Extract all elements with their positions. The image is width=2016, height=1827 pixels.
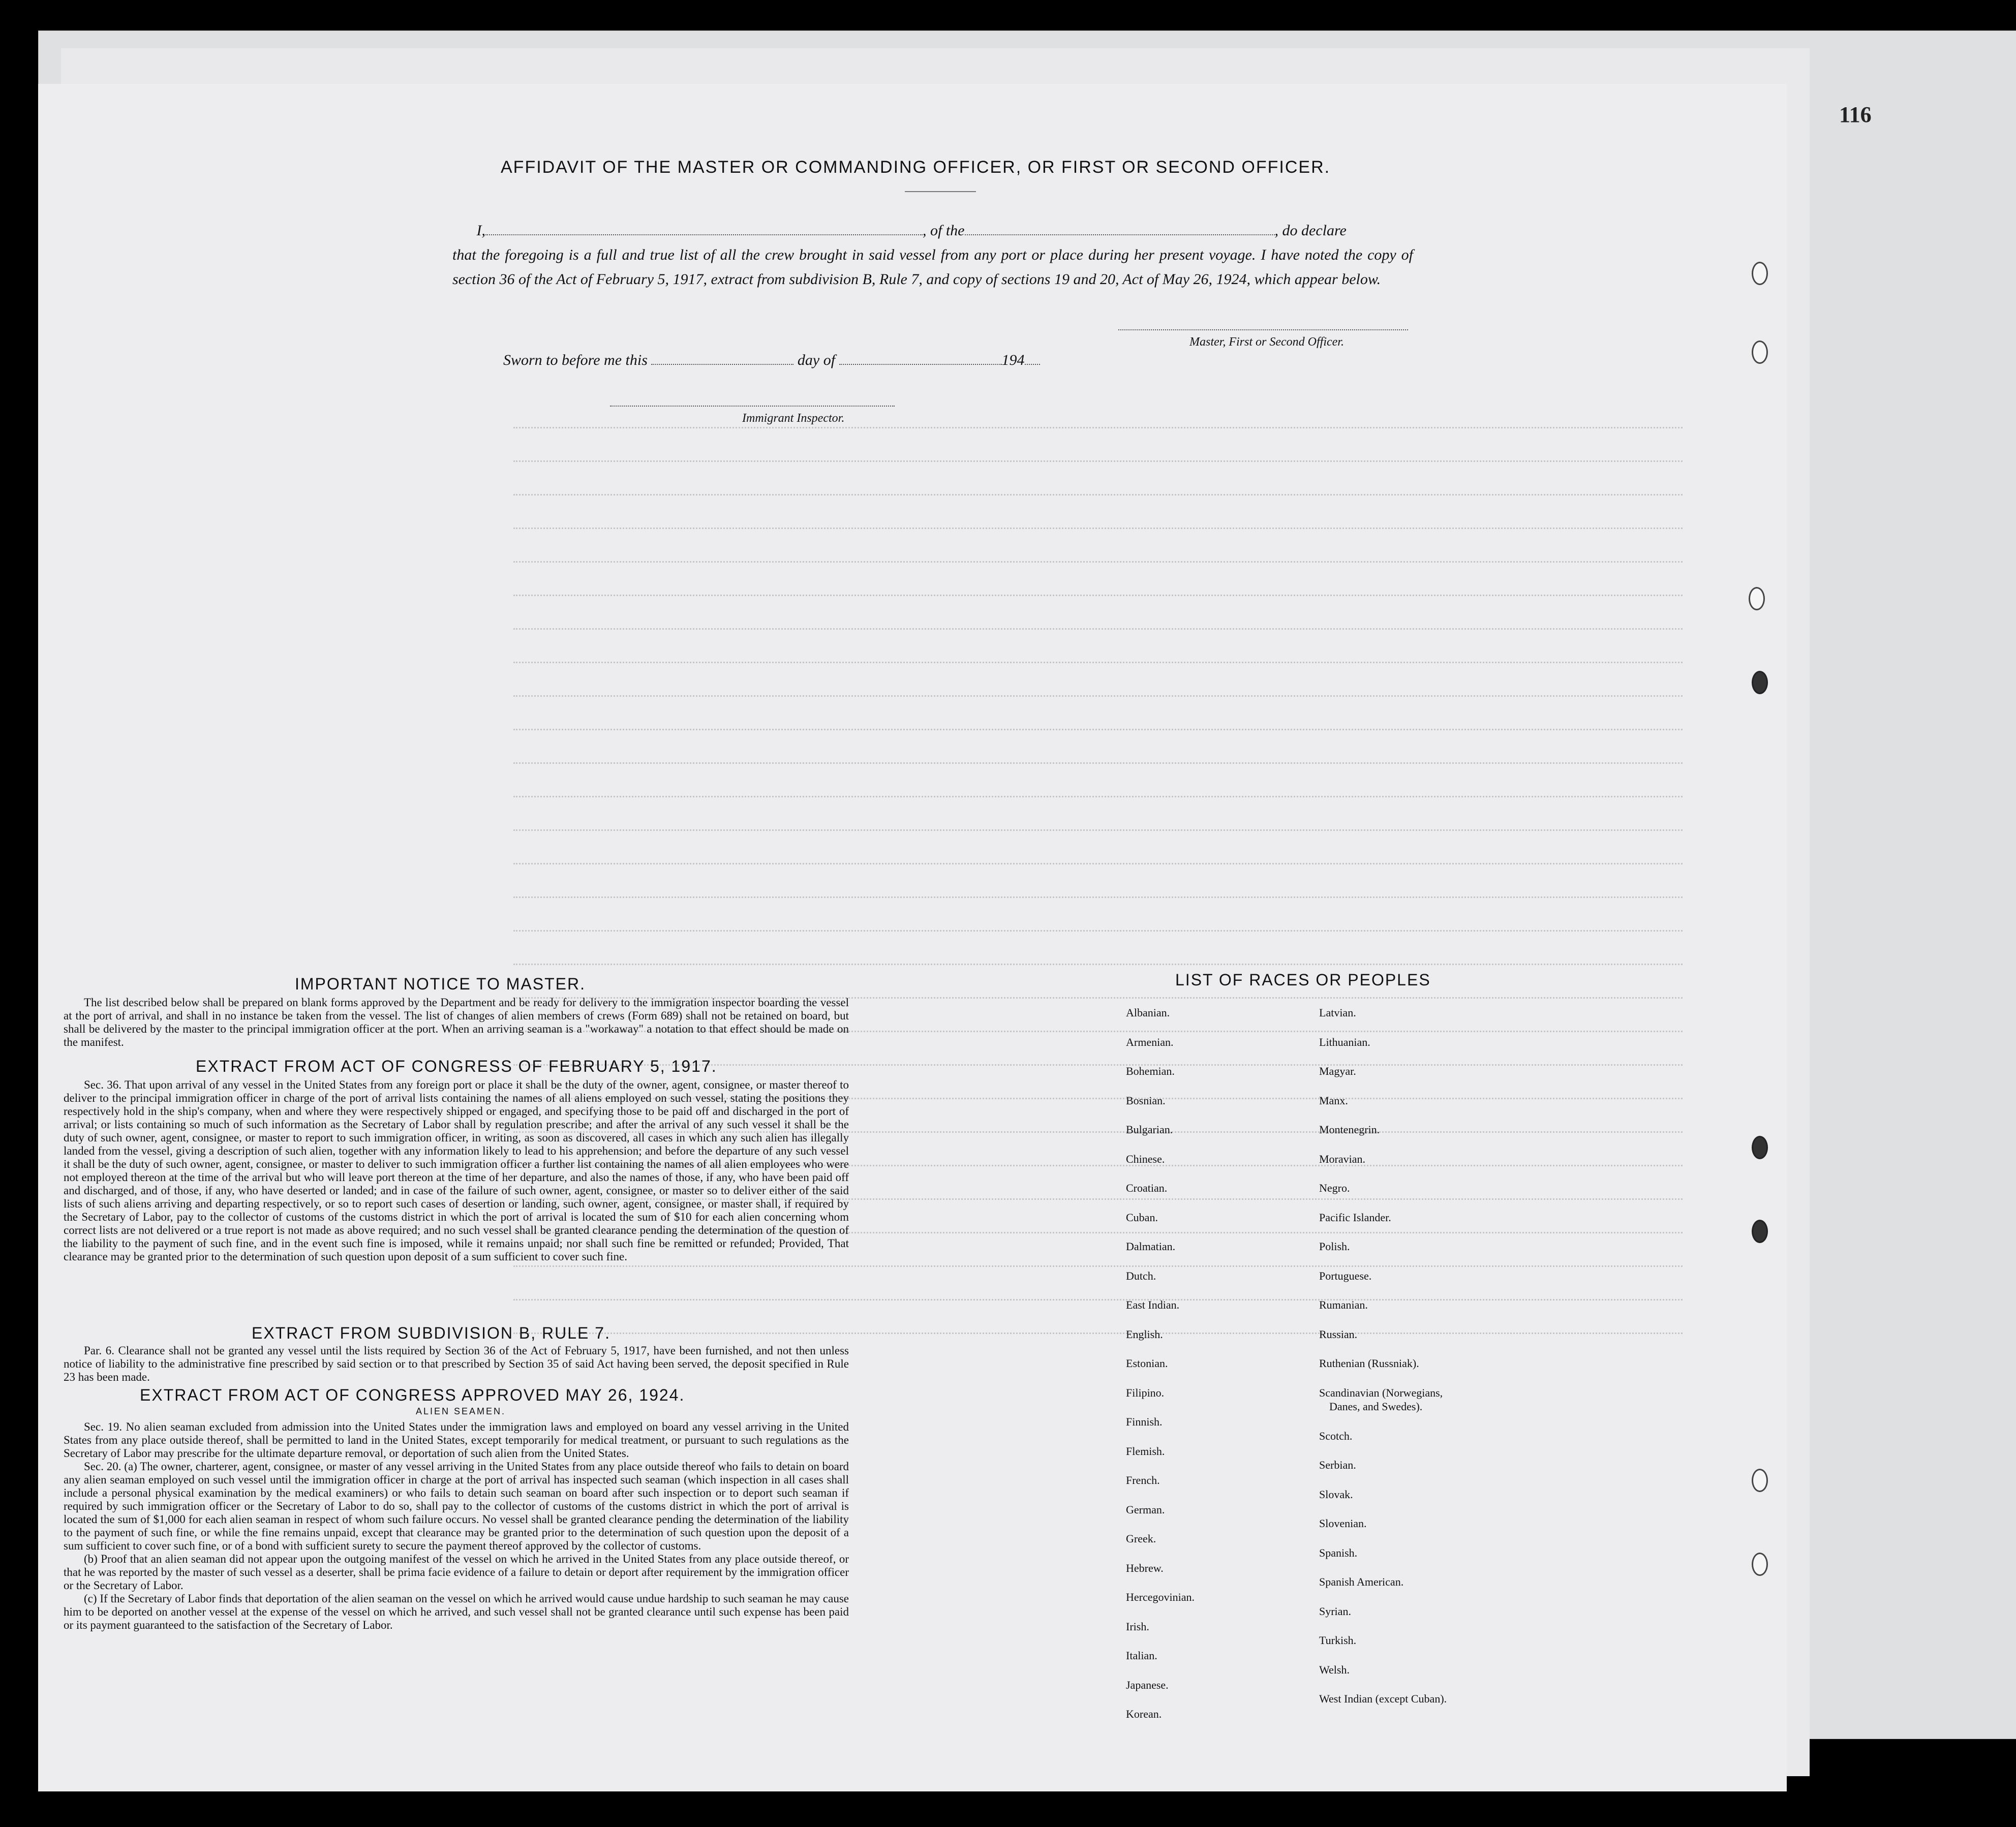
race-item: Korean. <box>1126 1708 1162 1720</box>
race-item: Greek. <box>1126 1532 1156 1545</box>
race-item: Hebrew. <box>1126 1561 1164 1574</box>
bleed-through-row <box>513 729 1683 732</box>
bleed-through-row <box>513 930 1683 934</box>
race-item: Turkish. <box>1319 1634 1357 1647</box>
bleed-through-row <box>513 628 1683 632</box>
bleed-through-row <box>513 460 1683 464</box>
bleed-through-row <box>513 1265 1683 1269</box>
race-item: Filipino. <box>1126 1386 1165 1399</box>
sec20c: (c) If the Secretary of Labor finds that deportation of the alien seaman on the vessel on which he arrived would cause undue hardship to such seaman he may cause him to be deported on another vessel at the expense of the vessel on which he arrived, and such vessel shall not be granted clearance until such expense has been paid or its payment guaranteed to the satisfaction of the Secretary of Labor. <box>64 1592 849 1631</box>
race-item: Estonian. <box>1126 1357 1168 1370</box>
binder-hole <box>1749 587 1765 610</box>
page-number: 116 <box>1839 102 1872 127</box>
bleed-through-row <box>513 829 1683 833</box>
binder-hole <box>1752 1136 1768 1159</box>
race-item: Scandinavian (Norwegians, <box>1319 1386 1443 1399</box>
binder-hole <box>1752 1220 1768 1243</box>
declaration-of-the: , of the <box>923 222 965 239</box>
race-item: Negro. <box>1319 1182 1350 1194</box>
race-item: Scotch. <box>1319 1429 1353 1442</box>
extract3-subtitle: ALIEN SEAMEN. <box>416 1406 506 1416</box>
race-item: Serbian. <box>1319 1459 1356 1471</box>
extract1-title: EXTRACT FROM ACT OF CONGRESS OF FEBRUARY 5, 1917. <box>196 1057 717 1075</box>
race-item: Pacific Islander. <box>1319 1211 1391 1224</box>
race-item: Slovenian. <box>1319 1517 1367 1530</box>
bleed-through-row <box>513 1299 1683 1303</box>
inspector-signature-line[interactable] <box>610 406 895 407</box>
bleed-through-row <box>513 863 1683 866</box>
notice-title: IMPORTANT NOTICE TO MASTER. <box>295 975 586 993</box>
race-item: French. <box>1126 1474 1160 1487</box>
extract1-body: Sec. 36. That upon arrival of any vessel in the United States from any foreign port or place it shall be the duty of the owner, agent, consignee, or master thereof to deliver to the principal immigration officer in charge of the port of arrival lists containing the names of all aliens employed on such vessel, stating the positions they respectively hold in the ship's company, when and where they were respectively shipped or engaged, and specifying those to be paid off and discharged in the port of arrival; or lists containing so much of such information as the Secretary of Labor shall by regulation prescribe; and after the arrival of any such vessel it shall be the duty of such owner, agent, consignee, or master to report to such immigration officer, in writing, as soon as discovered, all cases in which any such alien has illegally landed from the vessel, giving a description of such alien, together with any information likely to lead to his apprehension; and before the departure of any such vessel it shall be the duty of such owner, agent, consignee, or master to deliver to such immigration officer a further list containing the names of all alien employees who were not employed thereon at the time of the arrival but who will leave port thereon at the time of her departure, and also the names of those, if any, who have been paid off and discharged, and of those, if any, who have deserted or landed; and in case of the failure of such owner, agent, consignee, or master so to deliver either of the said lists of such aliens arriving and departing respectively, or so to report such cases of desertion or landing, such owner, agent, consignee, or master shall, if required by the Secretary of Labor, pay to the collector of customs of the customs district in which the port of arrival is located the sum of $10 for each alien concerning whom correct lists are not delivered or a true report is not made as above required; and no such vessel shall be granted clearance pending the determination of the question of the liability to the payment of such fine, and in the event such fine is imposed, while it remains unpaid; nor shall such fine be remitted or refunded; Provided, That clearance may be granted prior to the determination of such question upon deposit of a sum sufficient to cover such fine. <box>64 1078 849 1263</box>
declaration-do-declare: , do declare <box>1274 222 1347 239</box>
sworn-prefix: Sworn to before me this <box>503 352 648 368</box>
race-item: Bosnian. <box>1126 1094 1166 1107</box>
notice-body: The list described below shall be prepared on blank forms approved by the Department and be ready for delivery to the immigration inspector boarding the vessel at the port of arrival, and shall in no instance be taken from the vessel. The list of changes of alien members of crews (Form 689) shall not be retained on board, but shall be delivered by the master to the principal immigration officer at the port. When an arriving seaman is a "workaway" a notation to that effect should be made on the manifest. <box>64 996 849 1048</box>
bleed-through-row <box>513 494 1683 498</box>
bleed-through-row <box>513 796 1683 799</box>
signature-caption: Master, First or Second Officer. <box>1189 335 1344 349</box>
sworn-day-of: day of <box>797 352 836 368</box>
race-item: Italian. <box>1126 1649 1157 1662</box>
sec20a: Sec. 20. (a) The owner, charterer, agent, consignee, or master of any vessel arriving in the United States from any place outside thereof who fails to detain on board any alien seaman employed on such vessel until the immigration officer in charge at the port of arrival has inspected such seaman (which inspection in all cases shall include a personal physical examination by the medical examiners) or who fails to detain such seaman on board after such inspection or to deport such seaman if required by such immigration officer or the Secretary of Labor to do so, shall pay to the collector of customs of the customs district in which the port of arrival is located the sum of $1,000 for each alien seaman in respect of whom such failure occurs. No vessel shall be granted clearance pending the determination of the liability to the payment of such fine, or while the fine remains unpaid, except that clearance may be granted prior to the determination of such question upon the deposit of a sum sufficient to cover such fine, or of a bond with sufficient surety to secure the payment thereof approved by the collector of customs. <box>64 1460 849 1552</box>
sworn-statement <box>503 351 1040 369</box>
races-title: LIST OF RACES OR PEOPLES <box>1175 971 1431 989</box>
vessel-field[interactable] <box>965 234 1275 235</box>
sworn-day-field[interactable] <box>651 351 793 365</box>
affidavit-title: AFFIDAVIT OF THE MASTER OR COMMANDING OFFICER, OR FIRST OR SECOND OFFICER. <box>501 158 1331 177</box>
race-item: Lithuanian. <box>1319 1035 1370 1048</box>
race-item: Croatian. <box>1126 1182 1168 1194</box>
race-item: Manx. <box>1319 1094 1348 1107</box>
binder-hole <box>1752 1469 1768 1492</box>
race-item: Spanish. <box>1319 1546 1358 1559</box>
race-item: Welsh. <box>1319 1663 1350 1676</box>
race-item: Bulgarian. <box>1126 1123 1173 1136</box>
race-item: Hercegovinian. <box>1126 1591 1195 1603</box>
race-item: Moravian. <box>1319 1152 1366 1165</box>
race-item: Latvian. <box>1319 1006 1356 1019</box>
race-item: West Indian (except Cuban). <box>1319 1692 1447 1705</box>
binder-hole <box>1752 262 1768 285</box>
race-item: East Indian. <box>1126 1298 1180 1311</box>
race-item: Irish. <box>1126 1620 1149 1633</box>
extract2-title: EXTRACT FROM SUBDIVISION B, RULE 7. <box>252 1324 610 1342</box>
race-item: Cuban. <box>1126 1211 1158 1224</box>
race-item: Rumanian. <box>1319 1298 1368 1311</box>
race-item: Chinese. <box>1126 1152 1165 1165</box>
affidavit-declaration <box>452 219 1413 292</box>
race-item: English. <box>1126 1327 1163 1341</box>
bleed-through-row <box>513 695 1683 699</box>
binder-hole <box>1752 340 1768 364</box>
bleed-through-row <box>513 662 1683 665</box>
declaration-prefix: I, <box>476 222 485 239</box>
bleed-through-row <box>513 561 1683 565</box>
race-item: Portuguese. <box>1319 1269 1372 1282</box>
race-item: Armenian. <box>1126 1035 1174 1048</box>
bleed-through-row <box>513 762 1683 766</box>
race-item: German. <box>1126 1503 1165 1516</box>
race-item: Danes, and Swedes). <box>1329 1400 1423 1413</box>
race-item: Polish. <box>1319 1240 1350 1253</box>
extract3-body <box>64 1420 849 1632</box>
race-item: Spanish American. <box>1319 1575 1404 1588</box>
sworn-year-field[interactable] <box>1025 351 1040 365</box>
bleed-through-row <box>513 1333 1683 1336</box>
sworn-month-field[interactable] <box>839 351 1002 365</box>
race-item: Syrian. <box>1319 1604 1351 1618</box>
declaration-body: that the foregoing is a full and true list of all the crew brought in said vessel from any port or place during her present voyage. I have noted the copy of section 36 of the Act of February 5, 1917, extract from subdivision B, Rule 7, and copy of sections 19 and 20, Act of May 26, 1924, which appear below. <box>452 246 1413 288</box>
race-item: Montenegrin. <box>1319 1123 1380 1136</box>
binder-hole <box>1752 1553 1768 1576</box>
race-item: Dalmatian. <box>1126 1240 1176 1253</box>
race-item: Magyar. <box>1319 1065 1356 1077</box>
race-item: Finnish. <box>1126 1415 1163 1428</box>
sworn-year: 194 <box>1001 352 1025 368</box>
extract3-title: EXTRACT FROM ACT OF CONGRESS APPROVED MAY 26, 1924. <box>140 1386 685 1404</box>
title-divider <box>905 191 976 192</box>
race-item: Albanian. <box>1126 1006 1170 1019</box>
bleed-through-row <box>513 595 1683 598</box>
extract2-body: Par. 6. Clearance shall not be granted any vessel until the lists required by Section 36 of the Act of February 5, 1917, have been furnished, and not then unless notice of liability to the administrative fine prescribed by said section or to that prescribed by Section 35 of said Act having been served, the deposit specified in Rule 23 has been made. <box>64 1344 849 1383</box>
race-item: Ruthenian (Russniak). <box>1319 1357 1419 1370</box>
name-field[interactable] <box>485 234 923 235</box>
race-item: Slovak. <box>1319 1488 1353 1501</box>
race-item: Dutch. <box>1126 1269 1156 1282</box>
race-item: Japanese. <box>1126 1678 1169 1691</box>
master-signature-line[interactable] <box>1118 329 1408 330</box>
bleed-through-row <box>513 528 1683 531</box>
sec19: Sec. 19. No alien seaman excluded from admission into the United States under the immigration laws and employed on board any vessel arriving in the United States from any place outside thereof, shall be permitted to land in the United States, except temporarily for medical treatment, or pursuant to such regulations as the Secretary of Labor may prescribe for the ultimate departure removal, or deportation of such alien from the United States. <box>64 1420 849 1460</box>
race-item: Flemish. <box>1126 1444 1165 1458</box>
inspector-caption: Immigrant Inspector. <box>742 412 845 425</box>
sec20b: (b) Proof that an alien seaman did not appear upon the outgoing manifest of the vessel on which he arrived in the United States from any place outside thereof, or that he was reported by the master of such vessel as a deserter, shall be prima facie evidence of a failure to detain or deport after requirement by the immigration officer or the Secretary of Labor. <box>64 1553 849 1592</box>
bleed-through-row <box>513 427 1683 430</box>
binder-hole <box>1752 671 1768 694</box>
race-item: Russian. <box>1319 1327 1358 1341</box>
race-item: Bohemian. <box>1126 1065 1175 1077</box>
bleed-through-row <box>513 896 1683 900</box>
bleed-through-row <box>513 964 1683 967</box>
